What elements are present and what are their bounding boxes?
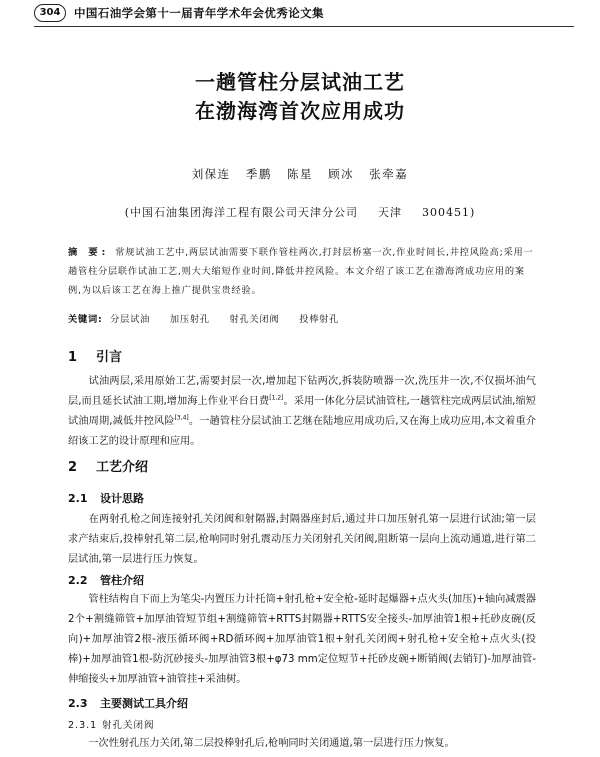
section-title: 工艺介绍 bbox=[96, 460, 149, 475]
paper-title-line-2: 在渤海湾首次应用成功 bbox=[195, 99, 405, 123]
subsection-number: 2.1 bbox=[68, 492, 88, 505]
keywords bbox=[68, 311, 536, 325]
section-heading-2 bbox=[68, 456, 148, 475]
subsection-heading-2-1 bbox=[68, 490, 144, 506]
subsection-number: 2.3 bbox=[68, 697, 88, 710]
subsubsection-number: 2.3.1 bbox=[68, 720, 98, 731]
keyword-item: 投棒射孔 bbox=[299, 314, 340, 325]
intro-text-c: 。一趟管柱分层试油工艺继在陆地应用成功后,又在海上成功应用,本文着重介绍该工艺的设计原理和应用。 bbox=[68, 416, 536, 447]
keyword-item: 加压射孔 bbox=[169, 314, 210, 325]
subsubsection-heading-2-3-1 bbox=[68, 717, 155, 731]
running-header bbox=[34, 4, 574, 26]
string-text: 管柱结构自下而上为笔尖-内置压力计托筒+射孔枪+安全枪-延时起爆器+点火头(加压)+轴向减震器2个+割缝筛管+加厚油管短节组+割缝筛管+RTTS封隔器+RTTS安全接头-加厚油管1根+托砂皮碗(反向)+加厚油管2根-液压循环阀+RD循环阀+加厚油管1根+射孔关闭阀+射孔枪+安全枪+点火头(投棒)+加厚油管1根-防沉砂接头-加厚油管3根+φ73 mm定位短节+托砂皮碗+断销阀(去销钉)-加厚油管-伸缩接头+加厚油管+油管挂+采油树。 bbox=[68, 594, 536, 685]
intro-text-a: 试油两层,采用原始工艺,需要封层一次,增加起下钻两次,拆装防喷器一次,洗压井一次,不仅损坏油气层,而且延长试油工期,增加海上作业平台日费 bbox=[68, 376, 536, 407]
subsection-number: 2.2 bbox=[68, 574, 88, 587]
keyword-item: 射孔关闭阀 bbox=[229, 314, 280, 325]
section-number: 2 bbox=[68, 460, 78, 475]
design-text: 在两射孔枪之间连接射孔关闭阀和射隔器,封隔器座封后,通过井口加压射孔第一层进行试油;第一层求产结束后,投棒射孔第二层,枪响同时射孔震动压力关闭射孔关闭阀,阻断第一层向上流动通道,进行第二层试油,第一层进行压力恢复。 bbox=[68, 514, 536, 565]
subsection-title: 主要测试工具介绍 bbox=[100, 697, 188, 710]
intro-text-b: 。采用一体化分层试油管柱,一趟管柱完成两层试油,缩短试油周期,减低井控风险 bbox=[68, 396, 536, 427]
string-paragraph bbox=[68, 590, 536, 690]
section-number: 1 bbox=[68, 350, 78, 365]
introduction-paragraph bbox=[68, 372, 536, 452]
abstract bbox=[68, 243, 536, 300]
subsection-title: 设计思路 bbox=[100, 492, 144, 505]
affiliation-city: 天津 bbox=[378, 206, 402, 219]
affiliation-org: (中国石油集团海洋工程有限公司天津分公司 bbox=[124, 206, 358, 219]
abstract-text: 常规试油工艺中,两层试油需要下联作管柱两次,打封层桥塞一次,作业时间长,井控风险高;采用一趟管柱分层联作试油工艺,则大大缩短作业时间,降低井控风险。本文介绍了该工艺在渤海湾成功应用的案例,为以后该工艺在海上推广提供宝贵经验。 bbox=[68, 247, 534, 296]
affiliation-postcode: 300451) bbox=[422, 206, 476, 219]
author-list: 刘保连 季鹏 陈星 顾冰 张牵嘉 bbox=[191, 167, 409, 181]
subsubsection-title: 射孔关闭阀 bbox=[102, 720, 155, 731]
design-paragraph bbox=[68, 510, 536, 570]
affiliation bbox=[0, 204, 600, 220]
keywords-label: 关键词: bbox=[68, 314, 103, 325]
subsection-title: 管柱介绍 bbox=[100, 574, 144, 587]
subsection-heading-2-2 bbox=[68, 572, 144, 588]
citation-ref: [3,4] bbox=[174, 414, 189, 422]
journal-title: 中国石油学会第十一届青年学术年会优秀论文集 bbox=[74, 6, 324, 20]
valve-text: 一次性射孔压力关闭,第二层投棒射孔后,枪响同时关闭通道,第一层进行压力恢复。 bbox=[88, 738, 455, 749]
header-divider bbox=[34, 26, 574, 27]
subsection-heading-2-3 bbox=[68, 695, 188, 711]
paper-title-line-1: 一趟管柱分层试油工艺 bbox=[195, 70, 405, 94]
keyword-item: 分层试油 bbox=[110, 314, 151, 325]
page-number-badge: 304 bbox=[34, 4, 66, 22]
citation-ref: [1,2] bbox=[269, 394, 284, 402]
abstract-label: 摘 要: bbox=[68, 247, 110, 258]
section-title: 引言 bbox=[96, 350, 123, 365]
section-heading-1 bbox=[68, 346, 122, 365]
valve-paragraph bbox=[68, 734, 536, 754]
